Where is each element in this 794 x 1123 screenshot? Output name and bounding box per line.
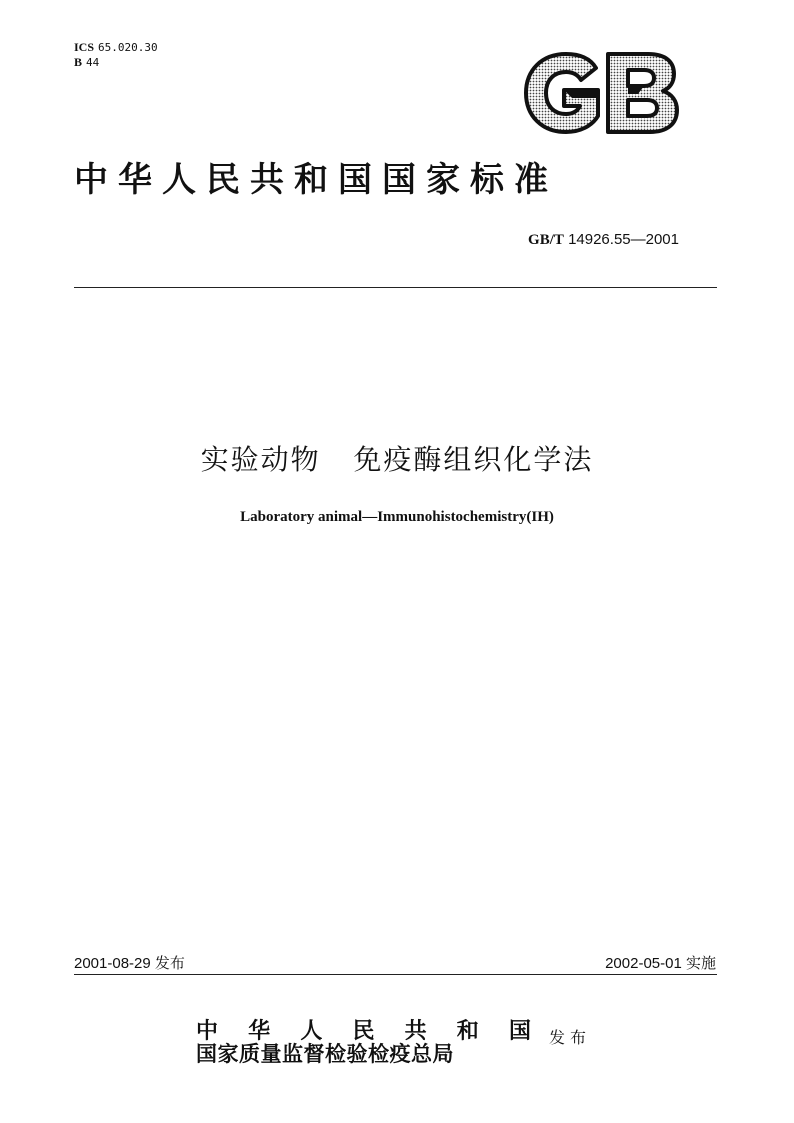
ics-line <box>74 40 158 55</box>
gb-logo-graphic <box>520 50 680 136</box>
class-label: B <box>74 55 83 69</box>
ics-classification <box>74 40 158 70</box>
issuer-line-1-char: 和 <box>456 1018 479 1044</box>
issuer-line-1-char: 民 <box>352 1018 375 1044</box>
issue-date: 2001-08-29 发布 <box>74 955 185 972</box>
issue-action-label: 发布 <box>549 1028 592 1047</box>
issuer-line-2: 国家质量监督检验检疫总局 <box>196 1041 454 1066</box>
issuer-line-1-char: 共 <box>404 1018 427 1044</box>
class-value: 44 <box>86 56 100 69</box>
title-english: Laboratory animal—Immunohistochemistry(IH) <box>240 509 554 525</box>
title-chinese: 实验动物 免疫酶组织化学法 <box>200 443 594 476</box>
issuer-line-1-char: 中 <box>196 1018 219 1044</box>
gb-logo <box>520 50 680 136</box>
national-standard-title: 中华人民共和国国家标准 <box>74 160 558 200</box>
standard-number <box>528 231 679 249</box>
implementation-date: 2002-05-01 实施 <box>605 955 716 972</box>
issuer-line-1-char: 华 <box>248 1018 271 1044</box>
class-line <box>74 55 158 70</box>
issuer-line-1-char: 人 <box>300 1018 323 1044</box>
ics-value: 65.020.30 <box>98 41 158 54</box>
issuer-line-1-char: 国 <box>508 1018 531 1044</box>
standard-number-value: 14926.55—2001 <box>568 231 679 248</box>
footer-divider <box>74 974 717 975</box>
standard-code-prefix: GB/T <box>528 232 564 248</box>
header-divider <box>74 287 717 288</box>
ics-label: ICS <box>74 40 95 54</box>
